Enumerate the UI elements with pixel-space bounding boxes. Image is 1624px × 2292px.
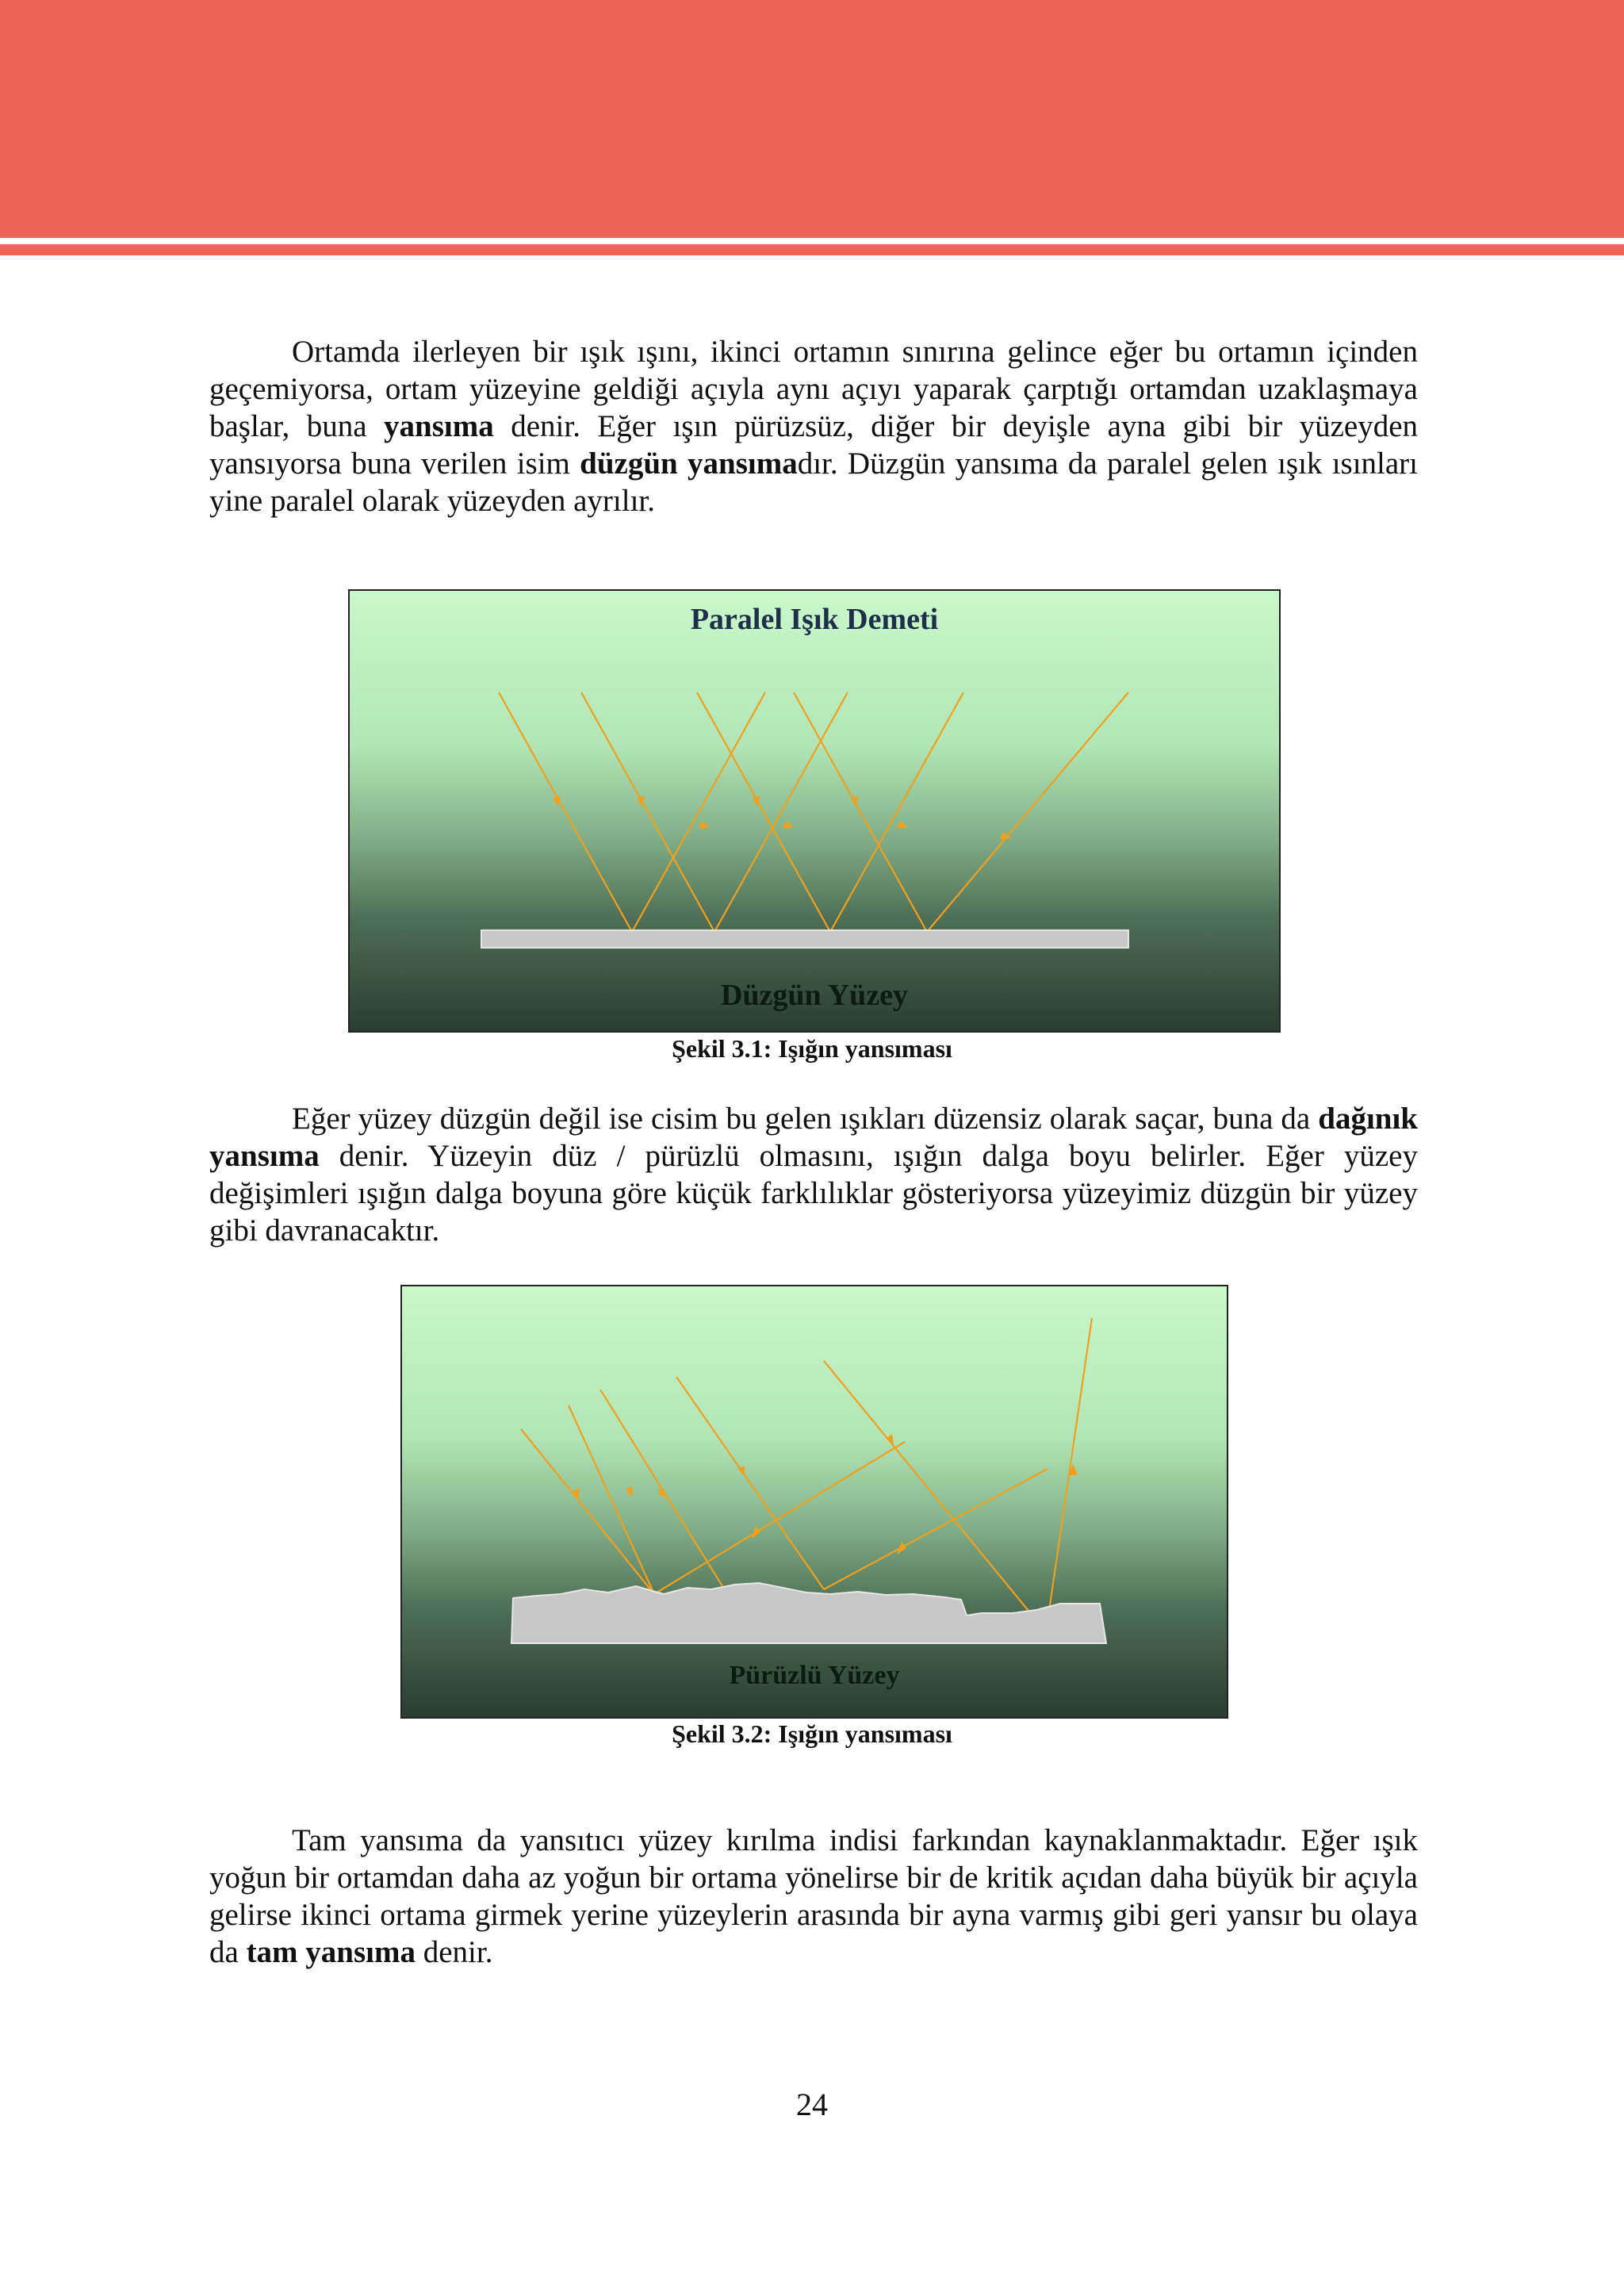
figure-specular-reflection (348, 589, 1281, 1033)
paragraph2-text-a: Eğer yüzey düzgün değil ise cisim bu gelen ışıkları düzensiz olarak saçar, buna da (292, 1102, 1319, 1136)
incident-ray-4 (794, 692, 927, 932)
incident-ray-1 (521, 1429, 654, 1594)
arrow-reflected-2 (783, 821, 794, 829)
term-duzgun-yansima: düzgün yansıma (580, 447, 798, 481)
reflected-ray-3 (830, 692, 963, 932)
figure2-bottom-label: Pürüzlü Yüzey (729, 1661, 900, 1690)
paragraph1-text-b: denir. Eğer ışın pürüzsüz, diğer bir deyişle ayna gibi bir yüzeyden yansıyorsa buna verilen isim (209, 409, 1419, 481)
incident-ray-3 (600, 1389, 722, 1586)
reflected-ray-1 (654, 1442, 905, 1594)
incident-ray-1 (499, 692, 632, 932)
figure-diffuse-reflection (400, 1285, 1228, 1719)
paragraph3-text-a: Tam yansıma da yansıtıcı yüzey kırılma indisi farkından kaynaklanmaktadır. Eğer ışık yoğun bir ortamdan daha az yoğun bir ortama yönelirse bir de kritik açıdan daha büyük bir açıyla gelirse ikinci ortama girmek yerine yüzeylerin arasında bir ayna varmış gibi geri yansır bu olaya da (209, 1823, 1418, 1969)
specular-reflection-diagram (350, 591, 1279, 1031)
arrow-incident-5 (886, 1434, 894, 1445)
paragraph3-text-b: denir. (415, 1935, 493, 1969)
header-band (0, 0, 1624, 238)
page-number: 24 (796, 2087, 828, 2122)
arrow-incident-3 (657, 1488, 665, 1499)
smooth-surface (481, 930, 1128, 948)
reflected-ray-2 (824, 1469, 1048, 1589)
paragraph1-text-a: Ortamda ilerleyen bir ışık ışını, ikinci ortamın sınırına gelince eğer bu ortamın içinden geçemiyorsa, ortam yüzeyine geldiği açıyla aynı açıyı yaparak çarptığı ortamdan uzaklaşmaya başlar, buna (209, 335, 1418, 443)
reflected-ray-1 (632, 692, 765, 932)
term-yansima: yansıma (384, 409, 494, 443)
figure1-caption: Şekil 3.1: Işığın yansıması (672, 1034, 952, 1063)
figure1-bottom-label: Düzgün Yüzey (720, 979, 909, 1012)
figure1-top-label: Paralel Işık Demeti (690, 603, 939, 636)
arrow-reflected-1 (751, 1526, 760, 1539)
arrow-reflected-3 (897, 821, 908, 829)
figure2-caption: Şekil 3.2: Işığın yansıması (672, 1719, 952, 1748)
paragraph-reflection (209, 333, 1418, 519)
arrow-reflected-2 (897, 1542, 906, 1554)
rough-surface (511, 1583, 1106, 1643)
diffuse-reflection-diagram (402, 1286, 1227, 1717)
arrow-reflected-1 (699, 821, 710, 829)
term-tam-yansima: tam yansıma (246, 1935, 416, 1969)
incident-ray-2 (569, 1405, 654, 1594)
paragraph-diffuse-reflection (209, 1100, 1418, 1249)
term-daginik-yansima: dağınık yansıma (209, 1102, 1418, 1173)
arrow-incident-2 (626, 1486, 633, 1497)
incident-ray-3 (697, 692, 830, 932)
paragraph1-text-c: dır. Düzgün yansıma da paralel gelen ışık ısınları yine paralel olarak yüzeyden ayrılır. (209, 447, 1419, 518)
incident-ray-4 (676, 1377, 824, 1589)
reflected-ray-2 (714, 692, 848, 932)
header-line (0, 244, 1624, 255)
paragraph2-text-b: denir. Yüzeyin düz / pürüzlü olmasını, ışığın dalga boyu belirler. Eğer yüzey değişimleri ışığın dalga boyuna göre küçük farklılıklar gösteriyorsa yüzeyimiz düzgün bir yüzey gibi davranacaktır. (209, 1139, 1418, 1248)
paragraph-total-reflection (209, 1822, 1418, 1971)
reflected-ray-4 (927, 692, 1128, 932)
incident-ray-2 (581, 692, 714, 932)
